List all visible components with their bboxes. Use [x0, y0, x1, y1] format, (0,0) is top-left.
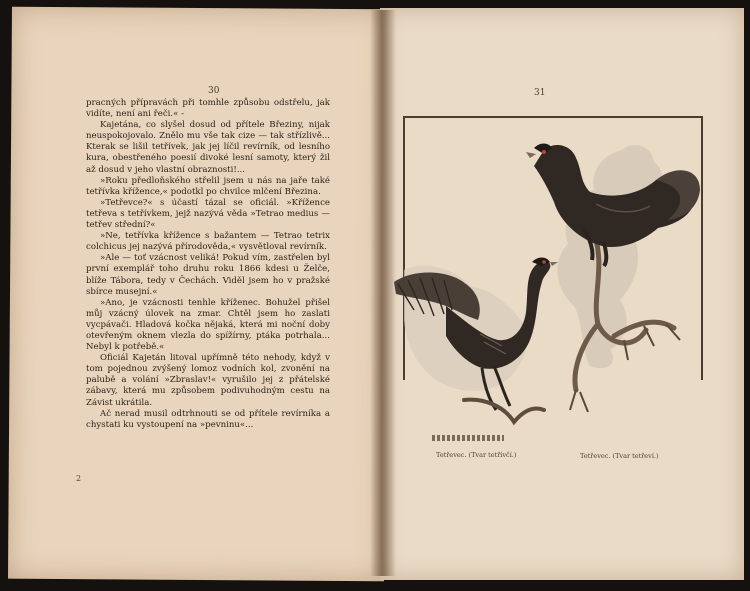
paragraph: »Ne, tetřívka křížence s bažantem — Tetrao tetrix colchicus jej nazývá přírodověda,« vysvětloval revírník.: [86, 231, 330, 253]
caption-right: Tetřevec. (Tvar tetřeví.): [580, 452, 659, 460]
left-page-number: 30: [208, 86, 220, 96]
paragraph: »Tetřevce?« s účastí tázal se oficiál. »Křížence tetřeva s tetřívkem, jejž nazývá věda »Tetrao medius — tetřev střední?«: [86, 197, 330, 231]
paragraph: pracných přípravách při tomhle způsobu odstřelu, jak vidíte, není ani řeči.« -: [86, 98, 330, 120]
paragraph: Oficiál Kajetán litoval upřímně této nehody, když v tom pojednou zvýšený lomoz vodních kol, zvonění na palubě a volání »Zbraslav!« vyrušilo jej z přátelské zábavy, která mu způsobem podivuhodným cestu na Závist ukrátila.: [86, 353, 330, 408]
caption-left: Tetřevec. (Tvar tetřívčí.): [436, 451, 517, 459]
paragraph: »Roku předloňského střelil jsem u nás na jaře také tetřívka křížence,« podotkl po chvilce mlčení Březina.: [86, 175, 330, 197]
footer-mark: 2: [76, 474, 82, 483]
paragraph: »Ano, je vzácnosti tenhle kříženec. Bohužel přišel můj vzácný úlovek na zmar. Chtěl jsem ho zaslati vycpávači. Hladová kočka nějaká, která mi noční doby otevřeným oknem vlezla do spížírny, ptáka potrhala... Nebyl k potřebě.«: [86, 297, 330, 353]
paragraph: Ač nerad musil odtrhnouti se od přítele revírníka a chystati ku vystoupení na »pevninu«...: [86, 408, 330, 430]
right-page-number: 31: [534, 88, 546, 98]
grouse-illustration: [384, 110, 714, 450]
paragraph: Kajetána, co slyšel dosud od přítele Březiny, nijak neuspokojovalo. Znělo mu vše tak cize — tak střízlivě... Kterak se lišil tetřívek, jak jej líčil revírník, od lesního kura, obestřeného poesií divoké lesní samoty, který žil až dosud v jeho vlastní obraznosti!...: [86, 120, 330, 175]
paragraph: »Ale — toť vzácnost veliká! Pokud vím, zastřelen byl první exemplář toho druhu roku 1866 kdesi u Želče, blíže Tábora, tedy v Čechách. Viděl jsem ho v pražské sbírce musejní.«: [86, 253, 330, 297]
tree-branch-left: [464, 400, 544, 422]
left-page-text: [86, 98, 330, 431]
